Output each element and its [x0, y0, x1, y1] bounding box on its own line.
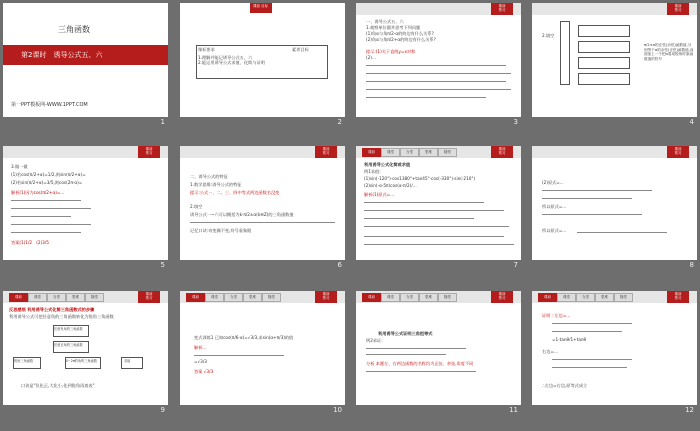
- slide-thumbnail-10[interactable]: [180, 291, 345, 415]
- slide-thumbnail-6[interactable]: [180, 146, 345, 270]
- slide-number: 6: [337, 261, 342, 269]
- slide-thumbnail-5[interactable]: [3, 146, 168, 270]
- text-line: (2)sin(-α-5π)cos(α-π/2)/...: [364, 183, 417, 188]
- slide-number: 11: [509, 406, 518, 414]
- tab-2[interactable]: 当堂: [400, 293, 419, 302]
- slide-thumbnail-7[interactable]: [356, 146, 521, 270]
- slide-1-subtitle: 第2课时 诱导公式五、六: [21, 51, 103, 59]
- text-line: ∴左边=右边,原等式成立: [542, 383, 588, 388]
- text-line: 利用诱导公式可把任意角的三角函数转化为锐角三角函数: [9, 314, 114, 319]
- tab-3[interactable]: 思维: [243, 293, 262, 302]
- text-line: 所以原式=...: [542, 228, 567, 233]
- text-line: 变式训练1 已知cos(π/6-α)=√3/3,求sin(α+π/3)的值: [194, 335, 294, 340]
- slide-badge: 课前 预习: [491, 291, 513, 303]
- flow-node: 任意正角的三角函数: [54, 343, 83, 347]
- tab-1[interactable]: 课堂: [381, 148, 400, 157]
- slide-1-title: 三角函数: [58, 25, 90, 34]
- slide-1-footer: 第一PPT模板网-WWW.1PPT.COM: [11, 102, 88, 108]
- text-line: 解析...: [194, 345, 207, 350]
- tab-0[interactable]: 课前: [362, 148, 381, 157]
- fill-label: 2.填空: [542, 33, 555, 38]
- slide-badge: 课前 预习: [667, 3, 689, 15]
- text-line: (2)...: [366, 55, 376, 60]
- slide-thumbnail-9[interactable]: [3, 291, 168, 415]
- text-line: (2)角α与角π/2+α的终边有什么关系?: [366, 37, 436, 42]
- slide-number: 5: [160, 261, 165, 269]
- tab-1[interactable]: 课堂: [28, 293, 47, 302]
- slide-thumbnail-2[interactable]: [180, 3, 345, 127]
- slide-thumbnail-3[interactable]: [356, 3, 521, 127]
- text-line: =√3/3: [194, 359, 207, 364]
- text-line: 解析(1)因为cos(π/2+α)=...: [11, 190, 65, 195]
- tab-0[interactable]: 课前: [186, 293, 205, 302]
- text-line: 1.观察单位圆并思考下列问题: [366, 25, 421, 30]
- flow-node: 锐角三角函数: [14, 359, 34, 363]
- text-line: 例1求值:: [364, 169, 381, 174]
- rule-text: π/2±α的正弦(余弦)函数值,分别等于α的余弦(正弦)函数值,前面加上一个把α看成锐角时原函数值的符号: [644, 43, 694, 61]
- tab-3[interactable]: 思维: [419, 148, 438, 157]
- slide-number: 2: [337, 118, 342, 126]
- tab-0[interactable]: 课前: [362, 293, 381, 302]
- text-line: 解析(1)原式=...: [364, 192, 395, 197]
- slide-badge: 课前 预习: [315, 291, 337, 303]
- tab-0[interactable]: 课前: [9, 293, 28, 302]
- tab-3[interactable]: 思维: [419, 293, 438, 302]
- section-title: 利用诱导公式证明三角恒等式: [378, 331, 433, 336]
- tab-2[interactable]: 当堂: [400, 148, 419, 157]
- text-line: 一、诱导公式五、六: [366, 19, 404, 24]
- text-line: (1)角α与角π/2-α的终边有什么关系?: [366, 31, 434, 36]
- formula-brace-box: [560, 21, 570, 85]
- tab-0[interactable]: 课前: [538, 293, 557, 302]
- text-line: 2.填空: [190, 204, 203, 209]
- text-line: (2)原式=...: [542, 180, 564, 185]
- text-line: 所以原式=...: [542, 204, 567, 209]
- slide-thumbnail-12[interactable]: [532, 291, 697, 415]
- slide-number: 3: [513, 118, 518, 126]
- tab-4[interactable]: 随堂: [262, 293, 281, 302]
- goals-text: 1.理解并能记诱导公式五、六 2.能运用诱导公式求值、化简与证明: [198, 55, 265, 66]
- text-line: 记忆口诀:奇变偶不变,符号看象限: [190, 228, 252, 233]
- goals-col-1: 课标要求: [198, 47, 215, 52]
- slide-thumbnail-4[interactable]: [532, 3, 697, 127]
- slide-number: 9: [160, 406, 165, 414]
- text-line: 3.做一做: [11, 164, 28, 169]
- tab-3[interactable]: 思维: [595, 293, 614, 302]
- tab-3[interactable]: 思维: [66, 293, 85, 302]
- slide-number: 12: [685, 406, 694, 414]
- tab-1[interactable]: 课堂: [205, 293, 224, 302]
- section-title: 利用诱导公式化简或求值: [364, 162, 411, 167]
- tab-1[interactable]: 课堂: [381, 293, 400, 302]
- slide-number: 1: [160, 118, 165, 126]
- section-title: 反思感悟 利用诱导公式化简三角函数式的步骤: [9, 307, 95, 312]
- flow-node: 0~2π的角的三角函数: [66, 359, 97, 363]
- slide-number: 8: [689, 261, 694, 269]
- tab-2[interactable]: 当堂: [576, 293, 595, 302]
- slide-thumbnail-8[interactable]: [532, 146, 697, 270]
- slide-thumbnail-1[interactable]: [3, 3, 168, 127]
- text-line: 提示:(1)关于直线y=x对称: [366, 49, 416, 54]
- slide-number: 4: [689, 118, 694, 126]
- text-line: 口诀是"负化正,大化小,化到锐角再查表": [21, 383, 95, 388]
- text-line: (1)sin(-120°)·cos1380°+tan45°·cos(-330°)·sin(-210°): [364, 176, 476, 181]
- text-line: (2)若sin(π/2+α)=3/5,则cos(2π-α)=: [11, 180, 83, 185]
- slide-badge: 课前 预习: [138, 146, 160, 158]
- tab-2[interactable]: 当堂: [47, 293, 66, 302]
- slide-number: 10: [333, 406, 342, 414]
- slide-badge: 课前 目标: [253, 4, 269, 8]
- flow-node: 求值: [124, 359, 131, 363]
- flow-node: 任意负角的三角函数: [54, 327, 83, 331]
- slide-badge: 课前 预习: [667, 291, 689, 303]
- tab-1[interactable]: 课堂: [557, 293, 576, 302]
- tab-4[interactable]: 随堂: [85, 293, 104, 302]
- tab-4[interactable]: 随堂: [438, 148, 457, 157]
- slide-badge: 课前 预习: [491, 146, 513, 158]
- text-line: 提示:公式一、二、三、四中等式两边函数名没变: [190, 190, 280, 195]
- text-line: 答案(1)1/2 (2)3/5: [11, 240, 49, 245]
- text-line: 二、诱导公式的特征: [190, 174, 228, 179]
- slide-thumbnail-11[interactable]: [356, 291, 521, 415]
- slide-badge: 课前 预习: [138, 291, 160, 303]
- slide-badge: 课前 预习: [315, 146, 337, 158]
- text-line: =1-tanθ/1+tanθ: [552, 337, 587, 342]
- tab-4[interactable]: 随堂: [614, 293, 633, 302]
- text-line: 诱导公式一~六可以概括为k·π/2±α(k∈Z)的三角函数值: [190, 212, 294, 217]
- slide-badge: 课前 预习: [667, 146, 689, 158]
- slide-number: 7: [513, 261, 518, 269]
- text-line: 例2求证:: [366, 338, 383, 343]
- slide-badge: 课前 预习: [491, 3, 513, 15]
- goals-col-2: 素养目标: [292, 47, 309, 52]
- text-line: 证明 ∵左边=...: [542, 313, 571, 318]
- text-line: (1)若cos(π/2+α)=1/2,则sin(π/2+α)=: [11, 172, 86, 177]
- text-line: 分析 本题左、右两边函数的名称均为正弦、余弦,角度不同: [366, 361, 474, 366]
- text-line: 答案 √3/3: [194, 369, 214, 374]
- text-line: 1.数学思维:诱导公式的特征: [190, 182, 242, 187]
- text-line: 右边=...: [542, 349, 558, 354]
- tab-4[interactable]: 随堂: [438, 293, 457, 302]
- tab-2[interactable]: 当堂: [224, 293, 243, 302]
